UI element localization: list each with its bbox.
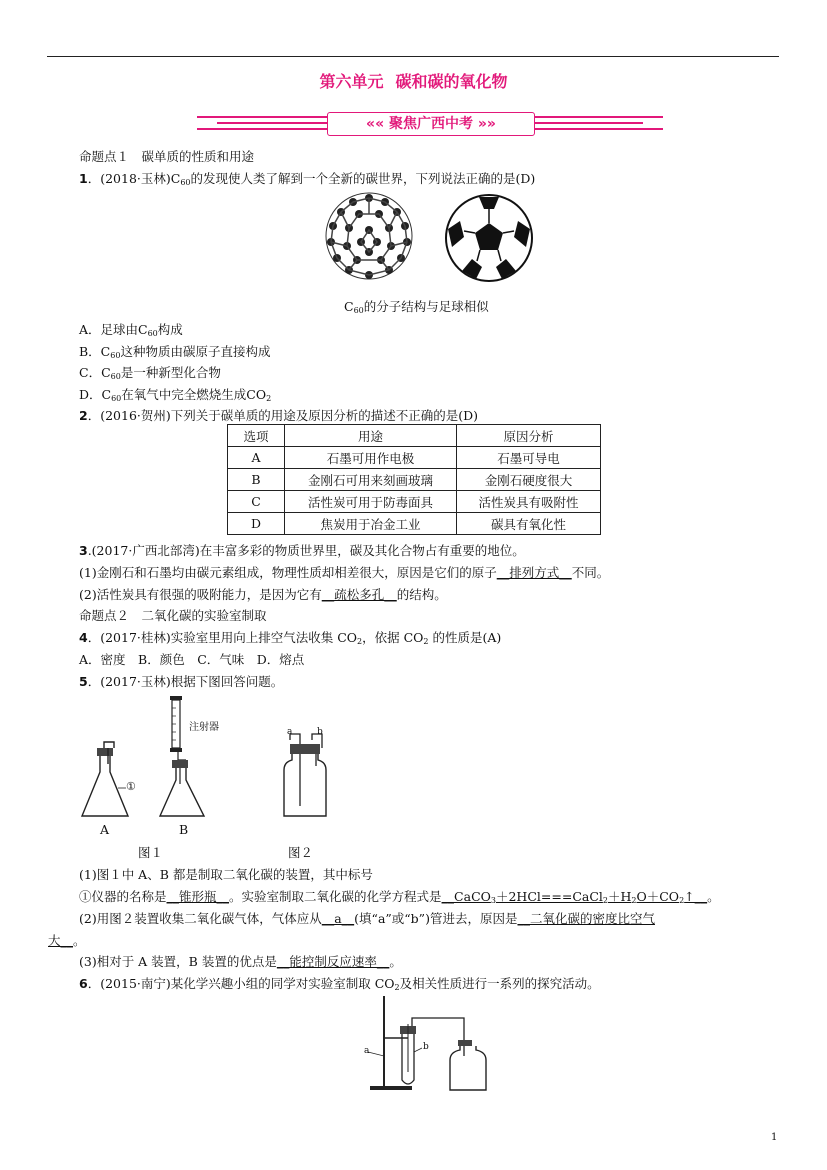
question-4-stem: 4．(2017·桂林)实验室里用向上排空气法收集 $CO_2$，依据 $CO_2$ 的性质是(A) xyxy=(79,630,502,646)
co2-generation-apparatus xyxy=(364,994,496,1092)
c60-molecule-image xyxy=(323,190,415,282)
soccer-ball-image xyxy=(444,193,534,283)
question-3-part1: (1)金刚石和石墨均由碳元素组成，物理性质却相差很大，原因是它们的原子__排列方式__不同。 xyxy=(79,565,610,580)
question-2-stem: 2．(2016·贺州)下列关于碳单质的用途及原因分析的描述不正确的是(D) xyxy=(79,408,479,423)
label-syringe: 注射器 xyxy=(189,722,219,733)
question-5-part1-b: ①仪器的名称是__锥形瓶__。实验室制取二氧化碳的化学方程式是$\_\_CaCO_3+2HCl===CaCl_2+H_2O+CO_2↑\_\_$。 xyxy=(79,889,720,905)
table-row: A 石墨可用作电极 石墨可导电 xyxy=(228,447,601,469)
section-heading-2: 命题点２ 二氧化碳的实验室制取 xyxy=(79,608,267,623)
label-apparatus-a: A xyxy=(100,822,110,837)
gas-collecting-bottle xyxy=(282,730,328,818)
section-heading-1: 命题点１ 碳单质的性质和用途 xyxy=(79,149,255,164)
label-apparatus-b: B xyxy=(179,822,189,837)
label-q6-a: a xyxy=(364,1046,370,1056)
figure-2-caption: 图２ xyxy=(288,845,314,860)
section-banner xyxy=(197,110,663,136)
label-tube-a: a xyxy=(287,727,293,737)
header-rule xyxy=(47,56,779,57)
question-5-part1: (1)图１中 A、B 都是制取二氧化碳的装置，其中标号 xyxy=(79,867,373,882)
figure-1-caption: 图１ xyxy=(138,845,164,860)
option-d: D．$C_{60}$在氧气中完全燃烧生成$CO_2$ xyxy=(79,387,272,403)
option-c: C．$C_{60}$是一种新型化合物 xyxy=(79,365,221,381)
banner-label: «« 聚焦广西中考 »» xyxy=(327,112,535,136)
question-1-stem: 1．(2018·玉林)$C_{60}$的发现使人类了解到一个全新的碳世界，下列说法正确的是(D) xyxy=(79,171,536,187)
table-row: D 焦炭用于冶金工业 碳具有氧化性 xyxy=(228,513,601,535)
question-6-stem: 6．(2015·南宁)某化学兴趣小组的同学对实验室制取 $CO_2$及相关性质进行一系列的探究活动。 xyxy=(79,976,600,992)
question-5-part2: (2)用图２装置收集二氧化碳气体，气体应从__a__(填“a”或“b”)管进去，原因是__二氧化碳的密度比空气 xyxy=(79,911,655,926)
label-instrument-1: ① xyxy=(126,780,136,793)
table-row: C 活性炭可用于防毒面具 活性炭具有吸附性 xyxy=(228,491,601,513)
page-title: 第六单元 碳和碳的氧化物 xyxy=(319,72,508,91)
apparatus-b-flask-syringe xyxy=(158,694,208,820)
page-number: 1 xyxy=(771,1132,778,1143)
question-3-part2: (2)活性炭具有很强的吸附能力，是因为它有__疏松多孔__的结构。 xyxy=(79,587,447,602)
figure-caption-c60: $C_{60}$的分子结构与足球相似 xyxy=(344,299,489,315)
question-5-stem: 5．(2017·玉林)根据下图回答问题。 xyxy=(79,674,284,689)
option-b: B．$C_{60}$这种物质由碳原子直接构成 xyxy=(79,344,271,360)
question-3-stem: 3.(2017·广西北部湾)在丰富多彩的物质世界里，碳及其化合物占有重要的地位。 xyxy=(79,543,525,558)
label-q6-b: b xyxy=(423,1042,429,1052)
carbon-uses-table xyxy=(227,424,601,535)
table-row: B 金刚石可用来刻画玻璃 金刚石硬度很大 xyxy=(228,469,601,491)
question-5-part2-cont: 大__。 xyxy=(48,933,86,948)
option-a: A．足球由$C_{60}$构成 xyxy=(79,322,183,338)
table-header-row: 选项 用途 原因分析 xyxy=(228,425,601,447)
label-tube-b: b xyxy=(317,727,323,737)
question-4-options: A．密度 B．颜色 C．气味 D．熔点 xyxy=(79,652,305,667)
question-5-part3: (3)相对于 A 装置，B 装置的优点是__能控制反应速率__。 xyxy=(79,954,402,969)
